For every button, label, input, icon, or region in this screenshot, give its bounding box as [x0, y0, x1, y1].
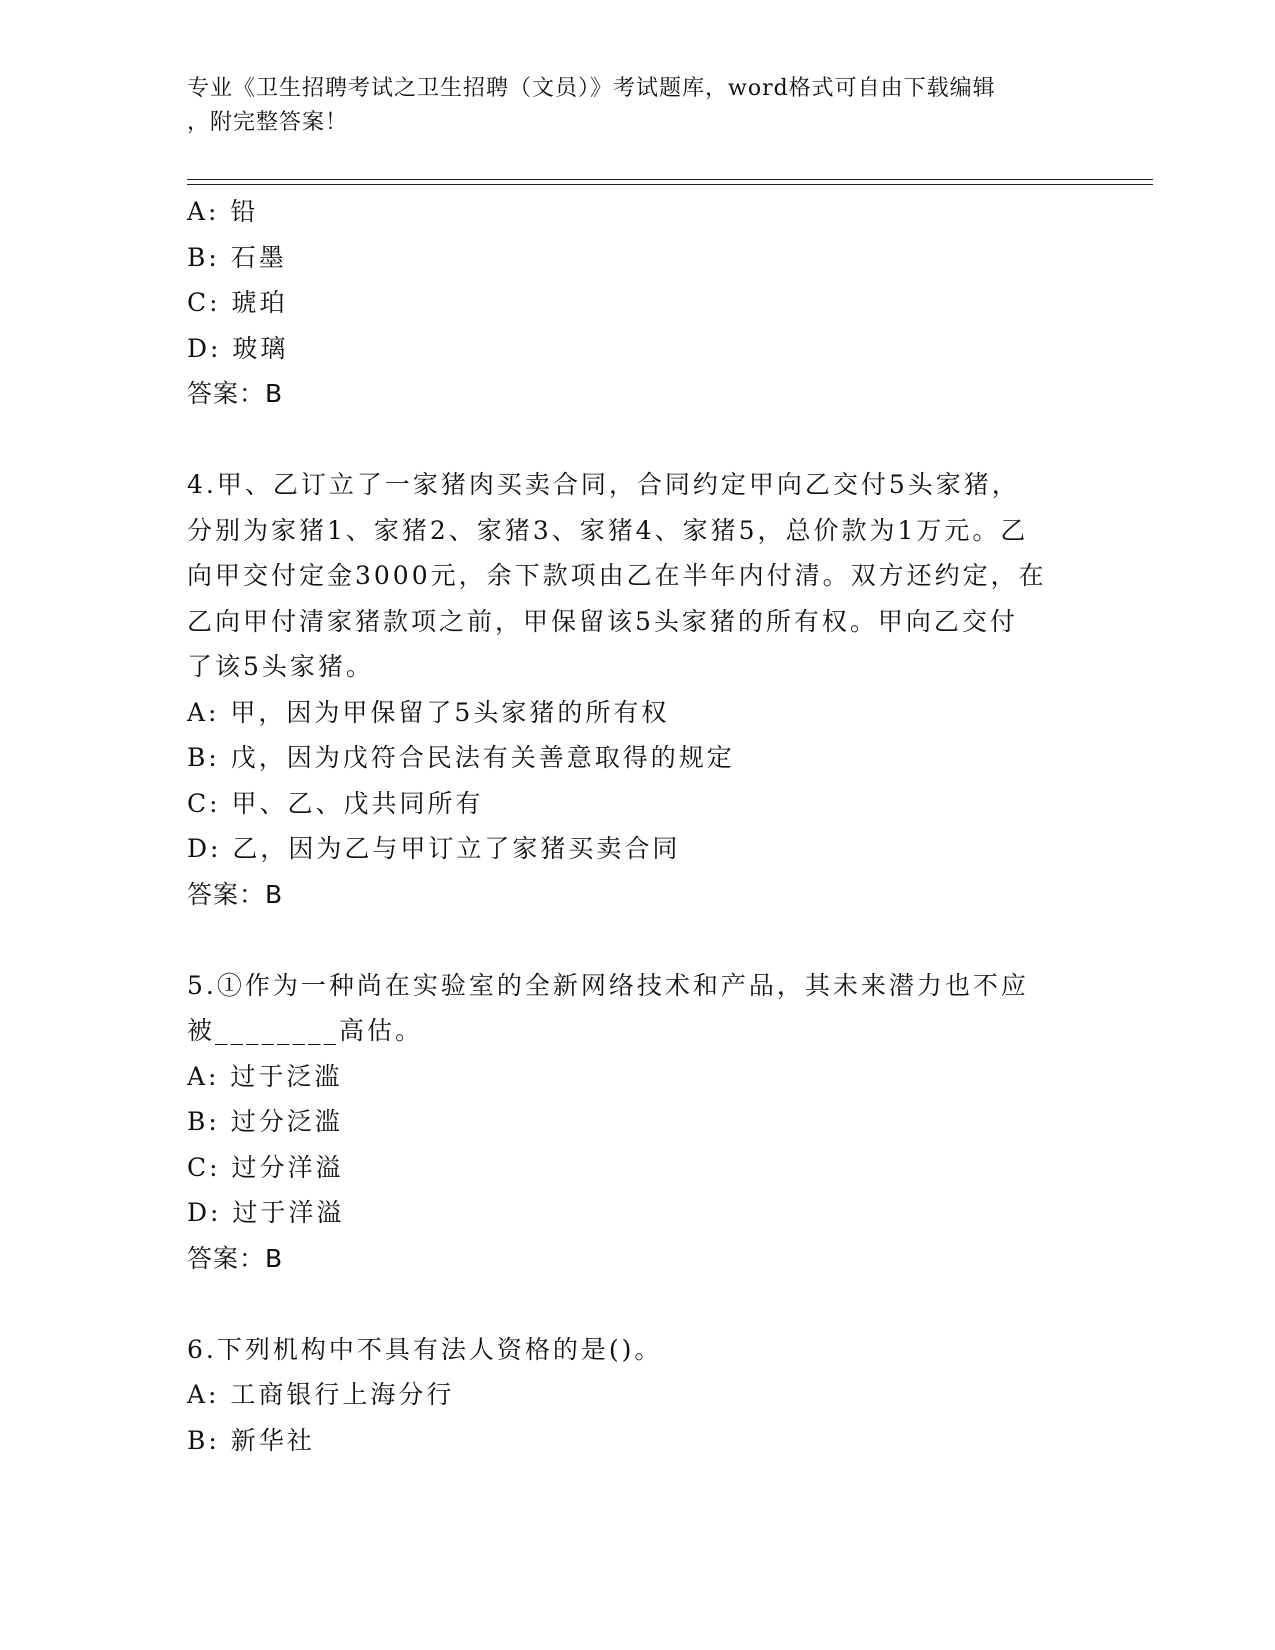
question-4 [187, 462, 1087, 917]
option-c: C: 过分洋溢 [187, 1152, 344, 1182]
question-5 [187, 963, 1087, 1282]
question-text [187, 963, 1087, 1054]
question-text-line: 4.甲、乙订立了一家猪肉买卖合同，合同约定甲向乙交付5头家猪， [187, 470, 1020, 499]
question-6 [187, 1327, 1087, 1464]
answer: 答案：B [187, 1243, 284, 1273]
question-list [187, 189, 1087, 1463]
spacer [187, 417, 1087, 463]
question-text-line: 了该5头家猪。 [187, 652, 374, 681]
question-text [187, 462, 1087, 690]
option-a: A: 铅 [187, 197, 259, 226]
option-b: B: 过分泛滥 [187, 1107, 343, 1136]
question-text-line: 被________高估。 [187, 1016, 424, 1045]
option-d: D: 玻璃 [187, 333, 289, 363]
question-3 [187, 189, 1087, 417]
header-line-1: 专业《卫生招聘考试之卫生招聘（文员）》考试题库，word格式可自由下载编辑 [187, 76, 996, 101]
option-d: D: 过于洋溢 [187, 1198, 345, 1227]
question-text-line: 向甲交付定金3000元，余下款项由乙在半年内付清。双方还约定，在 [187, 561, 1047, 590]
header-line-2: ，附完整答案！ [187, 110, 349, 135]
question-text [187, 1327, 1087, 1373]
option-c: C: 琥珀 [187, 288, 288, 317]
option-b: B: 戊，因为戊符合民法有关善意取得的规定 [187, 743, 735, 772]
option-c: C: 甲、乙、戊共同所有 [187, 788, 484, 818]
option-a: A: 工商银行上海分行 [187, 1380, 455, 1409]
question-text-line: 6.下列机构中不具有法人资格的是()。 [187, 1334, 663, 1364]
header-divider-bottom [187, 184, 1153, 185]
spacer [187, 917, 1087, 963]
question-text-line: 5.①作为一种尚在实验室的全新网络技术和产品，其未来潜力也不应 [187, 970, 1029, 1000]
option-a: A: 甲，因为甲保留了5头家猪的所有权 [187, 697, 670, 727]
answer: 答案：B [187, 379, 284, 408]
option-d: D: 乙，因为乙与甲订立了家猪买卖合同 [187, 834, 681, 863]
question-text-line: 分别为家猪1、家猪2、家猪3、家猪4、家猪5，总价款为1万元。乙 [187, 515, 1029, 545]
question-text-line: 乙向甲付清家猪款项之前，甲保留该5头家猪的所有权。甲向乙交付 [187, 606, 1018, 636]
option-b: B: 石墨 [187, 242, 287, 272]
spacer [187, 1281, 1087, 1327]
option-b: B: 新华社 [187, 1425, 315, 1455]
option-a: A: 过于泛滥 [187, 1061, 343, 1091]
answer: 答案：B [187, 879, 284, 909]
header-divider-top [187, 179, 1153, 180]
document-header [187, 72, 1087, 140]
